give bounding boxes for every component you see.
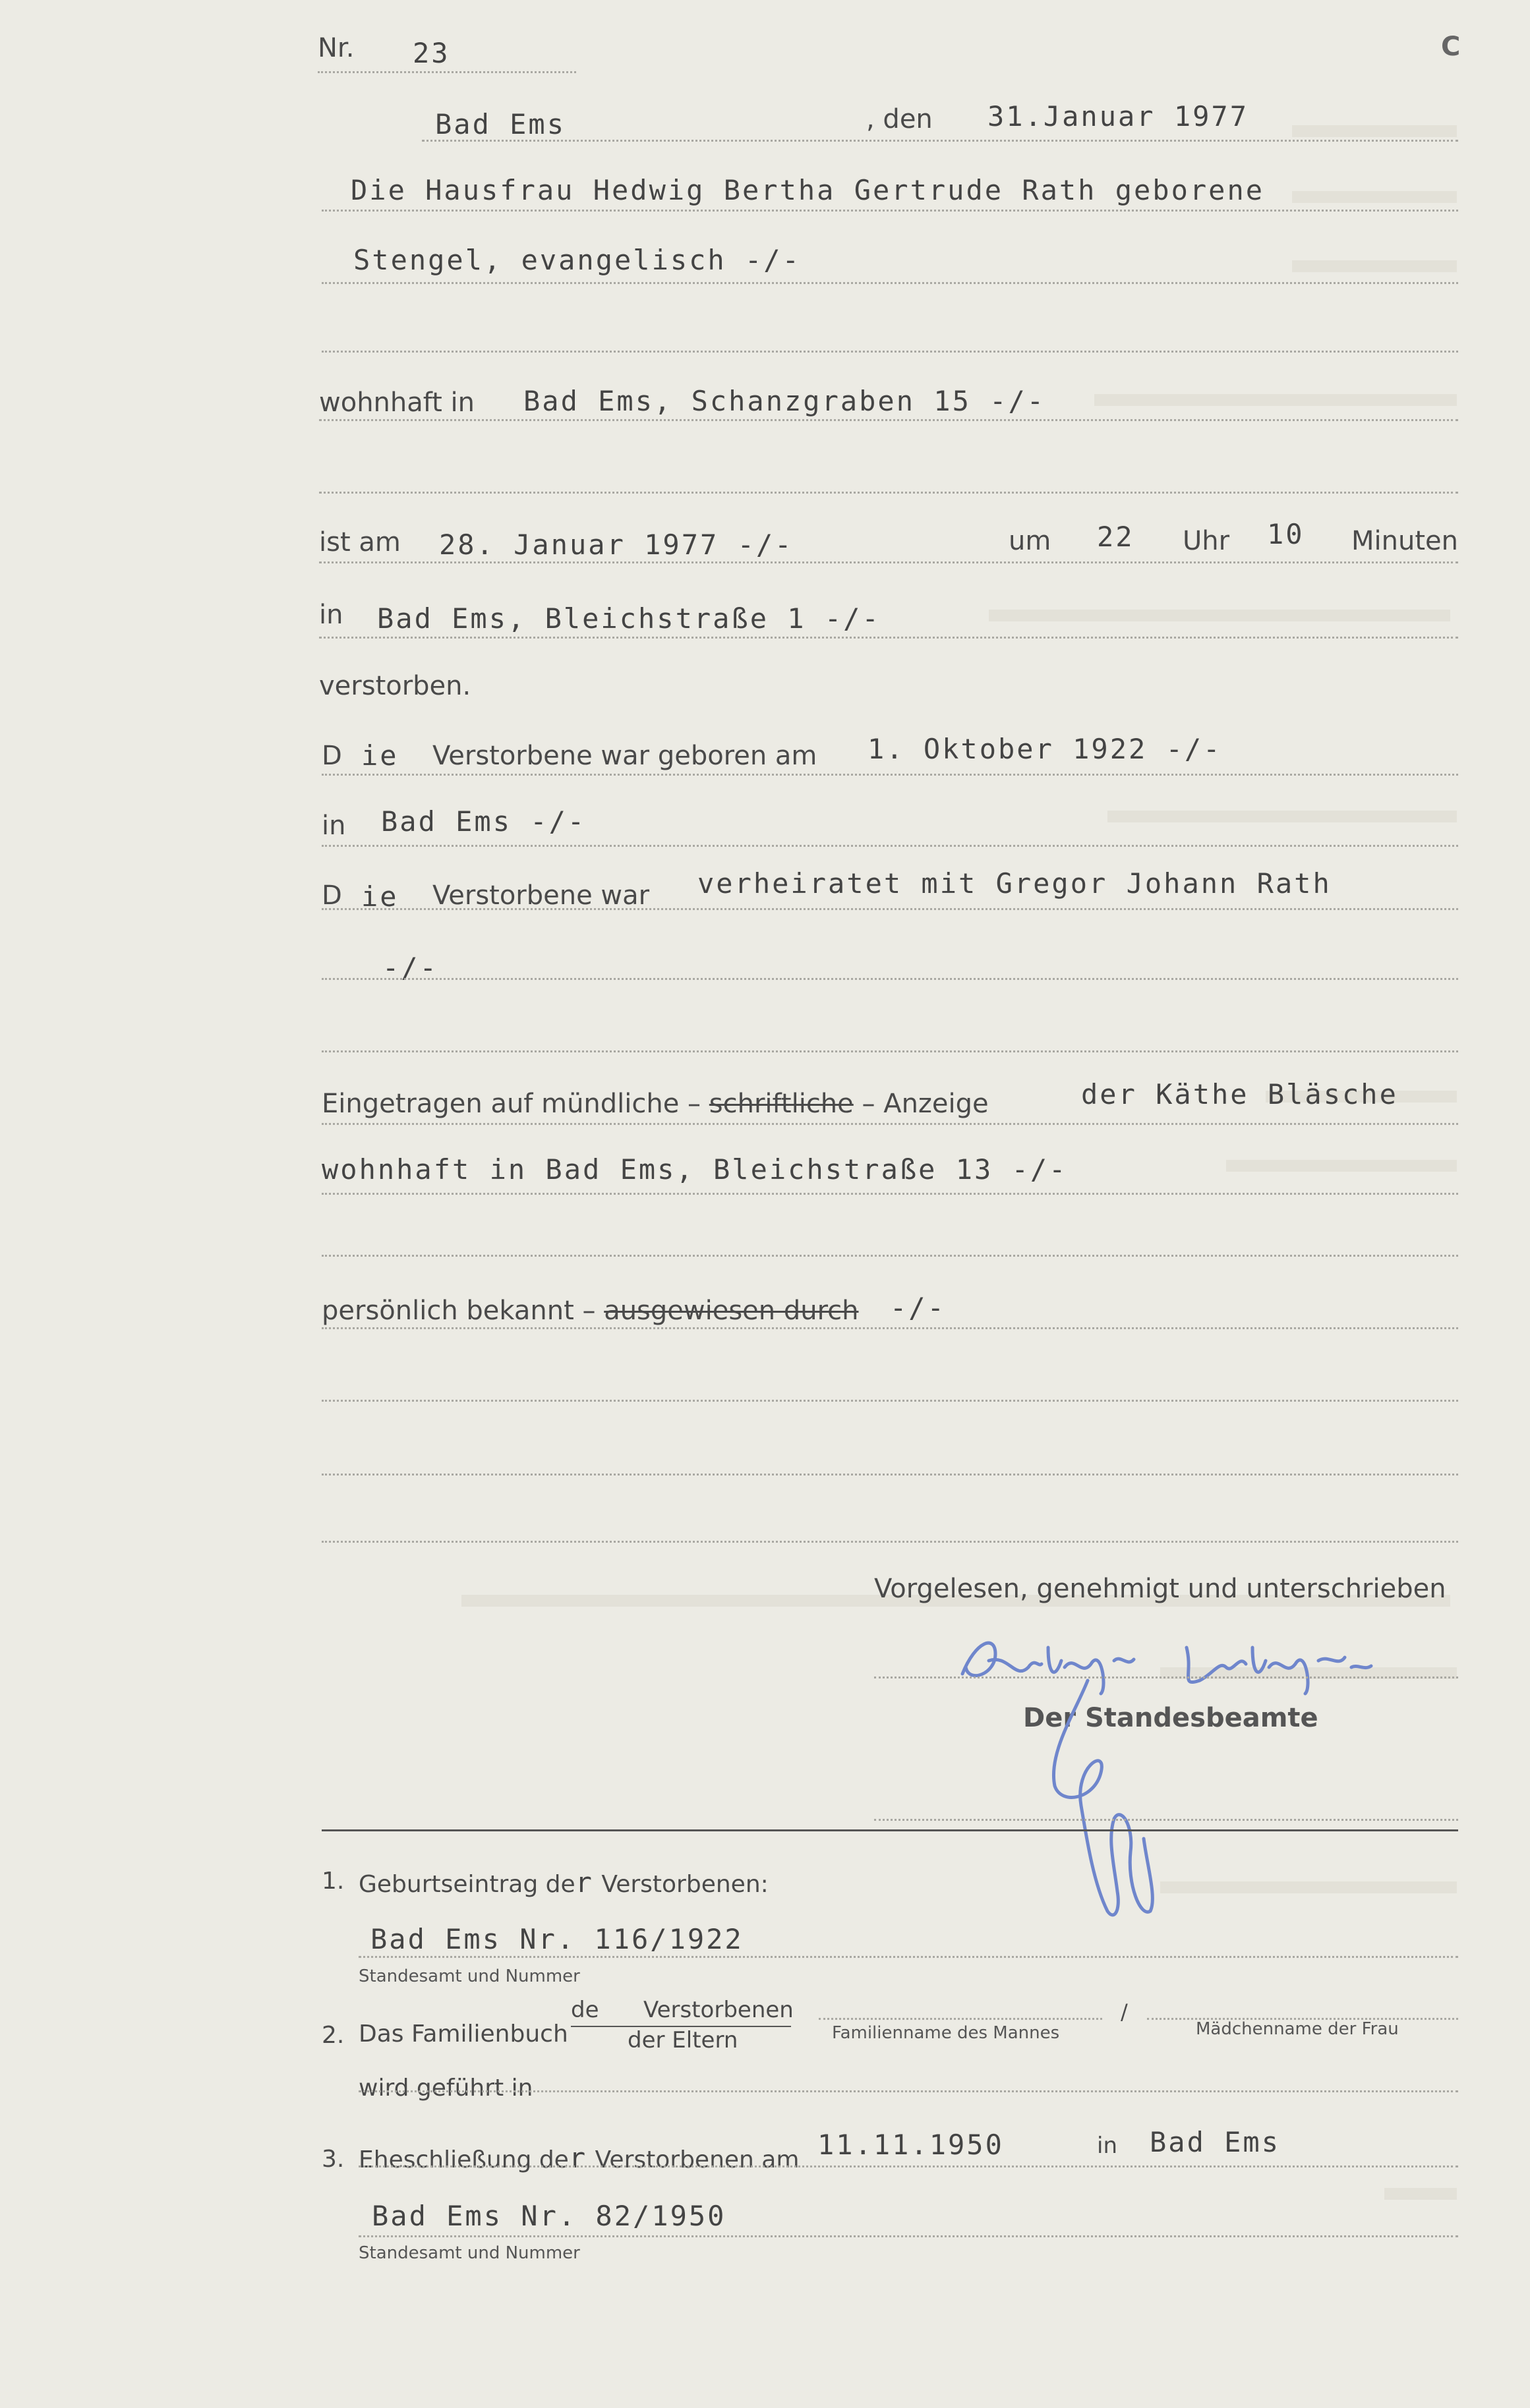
blank-rule: [322, 1255, 1458, 1257]
death-date: 28. Januar 1977 -/-: [439, 529, 794, 561]
item3-typed-r: r: [568, 2142, 588, 2174]
item2-fraction-bottom: der Eltern: [628, 2027, 738, 2053]
item2-number: 2.: [322, 2022, 345, 2049]
marital-prefix: D: [322, 880, 342, 911]
bleed-through: [1107, 811, 1457, 822]
item3-label: [359, 2142, 799, 2174]
item2-rule-man: [819, 2018, 1102, 2020]
nr-label: Nr.: [318, 33, 355, 63]
nr-rule: [318, 71, 576, 73]
birth-date: 1. Oktober 1922 -/-: [868, 733, 1222, 765]
item3-caption: Standesamt und Nummer: [359, 2243, 580, 2263]
marital-line2: -/-: [382, 952, 438, 984]
marital-typed-ie: ie: [361, 880, 399, 913]
official-signature: [1035, 1674, 1167, 1924]
death-place: Bad Ems, Bleichstraße 1 -/-: [377, 602, 881, 635]
item1-caption: Standesamt und Nummer: [359, 1966, 580, 1986]
blank-rule: [322, 1541, 1458, 1543]
item3-number: 3.: [322, 2146, 345, 2173]
item2-label: Das Familienbuch: [359, 2021, 568, 2048]
death-uhr-label: Uhr: [1183, 526, 1230, 556]
closing-formula: Vorgelesen, genehmigt und unterschrieben: [874, 1574, 1446, 1604]
birth-prefix: D: [322, 741, 342, 771]
birth-date-rule: [322, 774, 1458, 776]
residence-value: Bad Ems, Schanzgraben 15 -/-: [523, 385, 1046, 417]
residence-rule: [319, 419, 1458, 421]
bleed-through: [1226, 1160, 1457, 1172]
official-heading: Der Standesbeamte: [1023, 1703, 1318, 1733]
item1-value: Bad Ems Nr. 116/1922: [370, 1923, 744, 1955]
item2-slash: /: [1121, 1999, 1128, 2024]
bleed-through: [1094, 394, 1457, 406]
date-rule: [422, 140, 1458, 142]
bleed-through: [1292, 125, 1457, 137]
item1-label: [359, 1866, 769, 1899]
item2-caption-man: Familienname des Mannes: [832, 2023, 1060, 2043]
identification-rule: [322, 1327, 1458, 1329]
death-place-label: in: [319, 600, 343, 630]
place-of-registry: Bad Ems: [435, 108, 566, 140]
item3-label-b: Verstorbenen am: [595, 2146, 800, 2173]
verstorben-label: verstorben.: [319, 671, 471, 701]
person-rule-1: [322, 210, 1458, 212]
item3-in-label: in: [1097, 2133, 1117, 2159]
item2-rule-2: [359, 2090, 1458, 2092]
death-place-rule: [319, 637, 1458, 639]
birth-place-rule: [322, 845, 1458, 847]
item3-date: 11.11.1950: [817, 2129, 1004, 2161]
item1-rule: [359, 1956, 1458, 1958]
blank-rule: [322, 351, 1458, 353]
marital-status: verheiratet mit Gregor Johann Rath: [697, 867, 1332, 900]
marital-rule-2: [322, 978, 1458, 980]
registration-date: 31.Januar 1977: [987, 100, 1249, 132]
item3-label-a: Eheschließung de: [359, 2146, 569, 2173]
informant-address: wohnhaft in Bad Ems, Bleichstraße 13 -/-: [322, 1153, 1068, 1186]
blank-rule: [322, 1050, 1458, 1052]
blank-rule: [322, 1400, 1458, 1402]
corner-letter: C: [1441, 32, 1461, 62]
person-name-line2: Stengel, evangelisch -/-: [353, 244, 801, 276]
item2-caption-woman: Mädchenname der Frau: [1196, 2019, 1399, 2039]
bleed-through: [1160, 1881, 1457, 1893]
bleed-through: [989, 610, 1450, 621]
item2-fraction-top: Verstorbenen: [643, 1997, 794, 2023]
item1-label-b: Verstorbenen:: [601, 1871, 769, 1898]
official-signature-rule: [874, 1819, 1458, 1821]
birth-place: Bad Ems -/-: [381, 805, 587, 838]
item3-value: Bad Ems Nr. 82/1950: [372, 2200, 726, 2232]
item1-label-a: Geburtseintrag de: [359, 1871, 575, 1898]
death-hour: 22: [1097, 521, 1134, 553]
item3-place: Bad Ems: [1150, 2126, 1281, 2158]
informant-name: der Käthe Bläsche: [1081, 1078, 1398, 1110]
marital-label: Verstorbene war: [432, 880, 650, 911]
informant-address-rule: [322, 1193, 1458, 1195]
death-minuten-label: Minuten: [1351, 526, 1458, 556]
identification-label: [322, 1296, 859, 1326]
informant-signature: [949, 1628, 1411, 1700]
registration-label-a: Eingetragen auf mündliche –: [322, 1089, 701, 1119]
registration-struck-option: schriftliche: [709, 1089, 854, 1119]
death-minutes: 10: [1267, 518, 1305, 550]
birth-typed-ie: ie: [361, 739, 399, 772]
informant-rule: [322, 1123, 1458, 1125]
item1-number: 1.: [322, 1868, 345, 1895]
item3-rule-2: [359, 2235, 1458, 2237]
residence-label: wohnhaft in: [319, 387, 475, 418]
bleed-through: [1292, 260, 1457, 272]
blank-rule: [319, 492, 1458, 494]
identification-known: persönlich bekannt –: [322, 1296, 596, 1326]
death-um-label: um: [1009, 526, 1051, 556]
registration-label-b: – Anzeige: [862, 1089, 989, 1119]
item2-fraction-top-de: de: [571, 1997, 599, 2023]
person-name-line1: Die Hausfrau Hedwig Bertha Gertrude Rath geborene: [351, 174, 1265, 206]
death-date-rule: [319, 561, 1458, 563]
birth-label: Verstorbene war geboren am: [432, 741, 817, 771]
item3-rule: [359, 2165, 1458, 2167]
blank-rule: [322, 1474, 1458, 1476]
death-date-label: ist am: [319, 527, 401, 558]
item1-typed-r: r: [575, 1866, 594, 1899]
nr-value: 23: [413, 37, 450, 69]
den-label: , den: [866, 104, 933, 134]
identification-value: -/-: [890, 1292, 946, 1324]
footer-divider: [322, 1829, 1458, 1831]
birth-place-label: in: [322, 811, 346, 841]
item2-label2: wird geführt in: [359, 2075, 533, 2102]
bleed-through: [1384, 2188, 1457, 2200]
identification-struck-option: ausgewiesen durch: [604, 1296, 859, 1326]
bleed-through: [1292, 191, 1457, 203]
registration-label: [322, 1089, 989, 1119]
marital-rule: [322, 908, 1458, 910]
person-rule-2: [322, 282, 1458, 284]
